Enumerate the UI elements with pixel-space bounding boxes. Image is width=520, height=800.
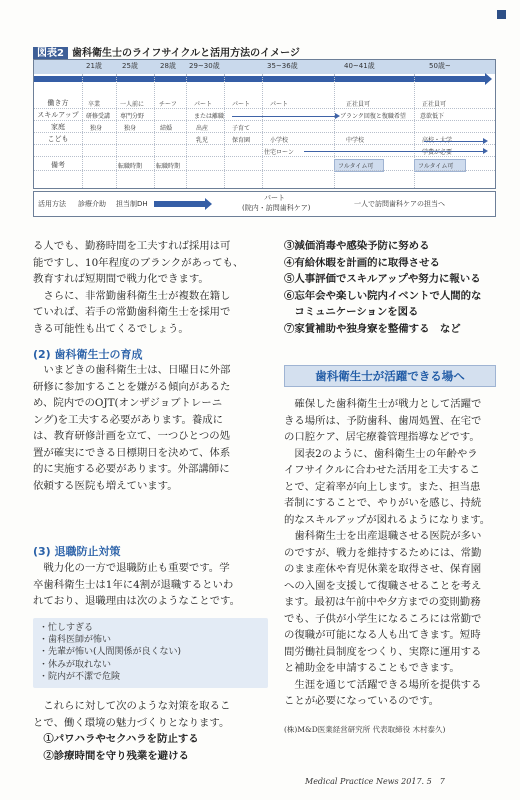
- figure-title: [33, 44, 300, 59]
- text-line: ことが必要になっているのです。: [284, 695, 440, 707]
- age-label: 29~30歳: [189, 62, 220, 70]
- text-line: ング)を工夫する必要があります。養成に: [33, 413, 224, 426]
- intro-paragraph: [33, 238, 268, 337]
- row-note: [34, 159, 495, 171]
- text-line: 的に実施する必要があります。外部講師に: [33, 463, 230, 475]
- timeline-arrow: [34, 76, 486, 82]
- cell: 保育園: [232, 137, 251, 144]
- cell: ブランク回復と復職希望: [340, 113, 406, 120]
- retention-paragraph: [33, 560, 268, 610]
- age-header: [34, 60, 495, 74]
- row-label: 働き方: [47, 99, 69, 107]
- list-item: ・歯科医師が怖い: [39, 635, 112, 646]
- age-label: 50歳~: [429, 62, 451, 70]
- list-item: ・忙しすぎる: [39, 623, 94, 633]
- text-line: 戦力化の一方で退職防止も重要です。学: [33, 562, 230, 574]
- cell: 転職時期: [118, 163, 143, 170]
- cell: 中学校: [346, 137, 365, 144]
- usage-method-row: [33, 191, 496, 217]
- text-line: は、教育研修計画を立て、一つひとつの処: [33, 430, 231, 442]
- text-line: とで、定着率が向上します。また、担当患: [284, 480, 481, 493]
- text-line: の復職が可能になる人も出てきます。短時: [284, 629, 481, 641]
- list-item: ⑤人事評価でスキルアップや努力に報いる: [284, 273, 481, 285]
- text-line: ていれば、若手の常勤歯科衛生士を採用で: [33, 306, 231, 318]
- cell: 正社員可: [346, 101, 371, 108]
- cell: 専門分野: [120, 113, 145, 120]
- row-label: こども: [47, 135, 69, 143]
- text-line: とで、働く環境の魅力づくりとなります。: [33, 716, 230, 729]
- arrow: [304, 151, 484, 152]
- cell: 乳児: [196, 137, 209, 144]
- text-line: る人でも、勤務時間を工夫すれば採用は可: [33, 240, 231, 252]
- text-line: の口腔ケア、居宅療養管理指導などです。: [284, 431, 480, 443]
- row-label: 備考: [51, 161, 65, 169]
- row-label: 活用方法: [38, 200, 66, 208]
- cell: (院内・訪問歯科ケア): [242, 204, 311, 212]
- row-work: [34, 97, 495, 109]
- section-heading-retention: (3) 退職防止対策: [33, 545, 121, 558]
- text-line: 能ですし、10年程度のブランクがあっても、: [33, 256, 244, 269]
- text-line: 間労働社員制度をつくり、実際に運用する: [284, 645, 482, 658]
- text-line: ②診療時間を守り残業を避ける: [33, 749, 189, 762]
- row-skill: [34, 109, 495, 121]
- cell: パート: [264, 194, 285, 202]
- list-item: ・院内が不潔で危険: [39, 671, 121, 682]
- author-credit: (株)M&D医業経営研究所 代表取締役 木村泰久): [284, 725, 446, 734]
- method-arrow: [154, 201, 206, 207]
- list-item: ・先輩が怖い(人間関係が良くない): [39, 647, 182, 658]
- text-line: 確保した歯科衛生士が戦力として活躍で: [284, 398, 482, 410]
- cell: 担当制DH: [116, 200, 148, 208]
- list-item: コミュニケーションを図る: [284, 306, 419, 318]
- resignation-reasons-box: [33, 618, 268, 688]
- text-line: イフサイクルに合わせた活用を工夫するこ: [284, 464, 480, 476]
- cell: 転職時期: [156, 163, 181, 170]
- text-line: 卒歯科衛生士は1年に4割が退職するといわ: [33, 578, 234, 591]
- age-label: 25歳: [122, 62, 138, 70]
- list-item: ・休みが取れない: [39, 659, 112, 670]
- banner-text: 歯科衛生士が活躍できる場へ: [315, 369, 465, 383]
- text-line: 者制にすることで、やりがいを感じ、持続: [284, 497, 482, 509]
- text-line: さらに、非常勤歯科衛生士が複数在籍し: [33, 289, 231, 302]
- text-line: 教育すれば短期間で戦力化できます。: [33, 273, 209, 285]
- text-line: のですが、戦力を維持するためには、常勤: [284, 546, 482, 559]
- text-line: ます。最初は午前中や夕方までの変則勤務: [284, 596, 481, 608]
- cell: 高校・大学: [422, 137, 453, 144]
- cell: 独身: [124, 125, 137, 132]
- cell: 住宅ローン: [264, 149, 294, 156]
- cell: 診療介助: [78, 200, 106, 208]
- text-line: きる場所は、予防歯科、歯周処置、在宅で: [284, 414, 482, 427]
- text-line: ①パワハラやセクハラを防止する: [33, 733, 199, 745]
- cell: フルタイム可: [338, 163, 374, 170]
- cell: 小学校: [270, 137, 289, 144]
- corner-marker: [497, 10, 506, 19]
- cell: パート: [194, 101, 213, 108]
- cell: 正社員可: [422, 101, 447, 108]
- row-family: [34, 121, 495, 133]
- text-line: への入園を支援して復職させることを考え: [284, 579, 482, 592]
- row-label: 家庭: [51, 123, 65, 131]
- text-line: 依頼する医院も増えています。: [33, 479, 178, 492]
- section-banner: [284, 365, 496, 387]
- page-footer: Medical Practice News 2017. 5 7: [305, 777, 445, 786]
- age-label: 21歳: [86, 62, 102, 70]
- text-line: これらに対して次のような対策を取るこ: [33, 700, 231, 712]
- cell: または離職: [194, 113, 225, 120]
- text-line: め、院内でのOJT(オンザジョブトレーニ: [33, 397, 223, 409]
- text-line: 図表2のように、歯科衛生士の年齢やラ: [284, 447, 478, 460]
- training-paragraph: [33, 362, 268, 494]
- countermeasures-intro: [33, 698, 268, 764]
- figure-title-text: 歯科衛生士のライフサイクルと活用方法のイメージ: [71, 48, 300, 59]
- cell: 出産: [196, 125, 209, 132]
- text-line: いまどきの歯科衛生士は、日曜日に外部: [33, 364, 231, 376]
- figure-tag: 図表2: [33, 47, 68, 60]
- list-item: ③減価消毒や感染予防に努める: [284, 240, 430, 252]
- text-line: 研修に参加することを嫌がる傾向があるた: [33, 380, 231, 393]
- text-line: のまま産休や育児休業を取得させ、保育園: [284, 563, 482, 575]
- row-label: スキルアップ: [37, 111, 79, 119]
- row-child: [34, 133, 495, 145]
- cell: パート: [232, 101, 251, 108]
- cell: 意欲低下: [420, 113, 445, 120]
- age-label: 40~41歳: [344, 62, 375, 70]
- arrow: [424, 141, 484, 142]
- text-line: でも、子供が小学生になるころには常勤で: [284, 612, 482, 625]
- lifecycle-figure: [33, 59, 496, 189]
- cell: 一人で訪問歯科ケアの担当へ: [354, 200, 445, 208]
- arrow: [232, 116, 336, 117]
- list-item: ⑥忘年会や楽しい院内イベントで人間的な: [284, 289, 482, 302]
- text-line: 的なスキルアップが図れるようになります。: [284, 513, 491, 526]
- cell: 一人前に: [120, 101, 145, 108]
- cell: チーフ: [159, 101, 177, 108]
- cell: 学費が必要: [422, 149, 453, 156]
- cell: 結婚: [160, 125, 173, 132]
- cell: 独身: [90, 125, 103, 132]
- list-item: ⑦家賃補助や独身寮を整備する など: [284, 322, 461, 335]
- utilization-paragraph: [284, 396, 496, 710]
- cell: 卒業: [88, 101, 101, 108]
- text-line: 歯科衛生士を出産退職させる医院が多い: [284, 530, 482, 542]
- cell: パート: [270, 101, 289, 108]
- cell: フルタイム可: [418, 163, 454, 170]
- age-label: 28歳: [160, 62, 176, 70]
- measures-list: [284, 238, 496, 337]
- section-heading-training: (2) 歯科衛生士の育成: [33, 348, 143, 361]
- text-line: と補助金を申請することもできます。: [284, 662, 460, 674]
- age-label: 35~36歳: [267, 62, 298, 70]
- text-line: 置が確実にできる日標期日を決めて、体系: [33, 446, 231, 459]
- list-item: ④有給休暇を計画的に取得させる: [284, 256, 440, 269]
- text-line: 生涯を通じて活躍できる場所を提供する: [284, 678, 482, 691]
- cell: 子育て: [232, 125, 251, 132]
- cell: 研修受講: [86, 113, 111, 120]
- text-line: きる可能性も出てくるでしょう。: [33, 322, 189, 335]
- text-line: れており、退職理由は次のようなことです。: [33, 595, 240, 607]
